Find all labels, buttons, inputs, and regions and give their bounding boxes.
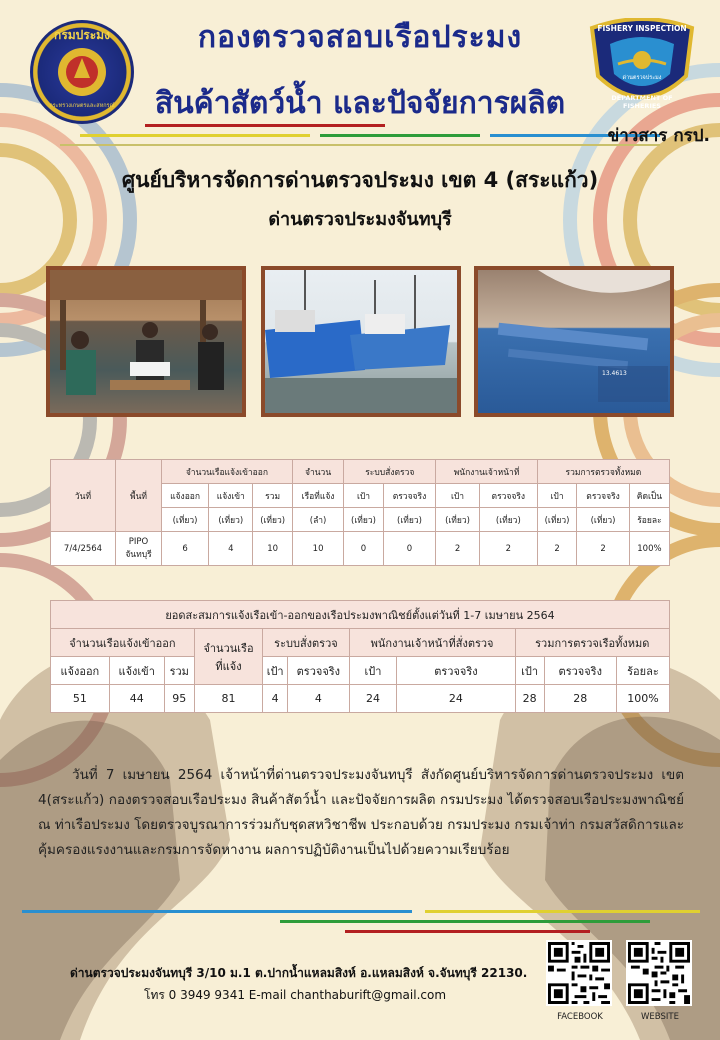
header-percent-of: คิดเป็น <box>629 484 669 508</box>
unit-sys-target: (เที่ยว) <box>344 508 383 532</box>
cumulative-title: ยอดสะสมการแจ้งเรือเข้า-ออกของเรือประมงพาณิชย์ตั้งแต่วันที่ 1-7 เมษายน 2564 <box>51 601 670 629</box>
header-officer: พนักงานเจ้าหน้าที่สั่งตรวจ <box>349 629 515 657</box>
photo-officers-inspecting <box>46 266 246 417</box>
header-title-line2: สินค้าสัตว์น้ำ และปัจจัยการผลิต <box>154 86 566 121</box>
checkpoint-title: ด่านตรวจประมงจันทบุรี <box>268 209 452 230</box>
facebook-label: FACEBOOK <box>557 1012 603 1022</box>
header-title-line1: กองตรวจสอบเรือประมง <box>197 20 523 55</box>
cell-sum: 95 <box>164 685 194 713</box>
header-tot-target: เป้า <box>515 657 544 685</box>
header-date: วันที่ <box>51 460 116 532</box>
cell-out: 6 <box>162 532 209 566</box>
header-tot-target: เป้า <box>537 484 576 508</box>
cell-percent: 100% <box>629 532 669 566</box>
photo-boat-marking <box>474 266 674 417</box>
cell-date: 7/4/2564 <box>51 532 116 566</box>
cell-tot-actual: 28 <box>544 685 616 713</box>
header-sum: รวม <box>164 657 194 685</box>
right-logo-center: ด่านตรวจประมง <box>622 75 662 81</box>
website-label: WEBSITE <box>641 1012 679 1022</box>
unit-percent: ร้อยละ <box>629 508 669 532</box>
footer-contact <box>70 962 550 1006</box>
cell-sys-target: 4 <box>263 685 288 713</box>
header-tot-actual: ตรวจจริง <box>544 657 616 685</box>
left-logo-subtext: กระทรวงเกษตรและสหกรณ์ <box>49 103 115 109</box>
cell-notified: 81 <box>194 685 262 713</box>
website-qr[interactable] <box>626 940 700 1022</box>
header-off-actual: ตรวจจริง <box>397 657 515 685</box>
cell-off-actual: 2 <box>479 532 537 566</box>
unit-sys-actual: (เที่ยว) <box>383 508 436 532</box>
header-total: รวมการตรวจเรือทั้งหมด <box>515 629 669 657</box>
cell-tot-actual: 2 <box>577 532 630 566</box>
cell-in: 44 <box>109 685 164 713</box>
qr-pattern-icon <box>548 942 610 1004</box>
unit-off-actual: (เที่ยว) <box>479 508 537 532</box>
unit-in: (เที่ยว) <box>209 508 253 532</box>
cell-tot-target: 28 <box>515 685 544 713</box>
header-in: แจ้งเข้า <box>209 484 253 508</box>
cell-sys-actual: 4 <box>288 685 350 713</box>
footer-address: ด่านตรวจประมงจันทบุรี 3/10 ม.1 ต.ปากน้ำแหลมสิงห์ อ.แหลมสิงห์ จ.จันทบุรี 22130. <box>70 966 528 980</box>
header-out: แจ้งออก <box>51 657 110 685</box>
header-total: รวมการตรวจทั้งหมด <box>537 460 669 484</box>
officers-scene-icon <box>50 270 242 413</box>
website-qr-code-icon <box>626 940 692 1006</box>
header-notified-line1: จำนวนเรือ <box>203 641 254 655</box>
cell-off-actual: 24 <box>397 685 515 713</box>
header-sys-actual: ตรวจจริง <box>383 484 436 508</box>
header-ships-group: จำนวนเรือแจ้งเข้าออก <box>162 460 293 484</box>
facebook-qr-code-icon <box>546 940 612 1006</box>
department-of-fisheries-logo <box>30 20 134 124</box>
header-off-target: เป้า <box>436 484 480 508</box>
header-officer: พนักงานเจ้าหน้าที่ <box>436 460 538 484</box>
cell-sys-actual: 0 <box>383 532 436 566</box>
cell-area: PIPO จันทบุรี <box>116 532 162 566</box>
cell-off-target: 2 <box>436 532 480 566</box>
header-system: ระบบสั่งตรวจ <box>263 629 349 657</box>
cell-notified: 10 <box>292 532 343 566</box>
cell-in: 4 <box>209 532 253 566</box>
header-off-target: เป้า <box>349 657 397 685</box>
cell-out: 51 <box>51 685 110 713</box>
cell-sys-target: 0 <box>344 532 383 566</box>
news-label: ข่าวสาร กรป. <box>607 126 710 146</box>
report-paragraph: วันที่ 7 เมษายน 2564 เจ้าหน้าที่ด่านตรวจประมงจันทบุรี สังกัดศูนย์บริหารจัดการด่านตรวจประมง เขต 4(สระแก้ว) กองตรวจสอบเรือประมง สินค้าสัตว์น้ำ และปัจจัยการผลิต กรมประมง ได้ตรวจสอบเรือประมงพาณิชย์ ณ ท่าเรือประมง โดยตรวจบูรณาการร่วมกับชุดสหวิชาชีพ ประกอบด้วย กรมประมง กรมเจ้าท่า กรมสวัสดิการและคุ้มครองแรงงานและกรมการจัดหางาน ผลการปฏิบัติงานเป็นไปด้วยความเรียบร้อย <box>38 767 684 858</box>
header-notified-line2: ที่แจ้ง <box>215 659 242 673</box>
cumulative-report-table <box>50 600 670 713</box>
header-sum: รวม <box>253 484 292 508</box>
header-out: แจ้งออก <box>162 484 209 508</box>
unit-tot-actual: (เที่ยว) <box>577 508 630 532</box>
boats-scene-icon <box>265 270 457 413</box>
table-row <box>51 685 670 713</box>
unit-notified: (ลำ) <box>292 508 343 532</box>
header-notified <box>194 629 262 685</box>
header-system: ระบบสั่งตรวจ <box>344 460 436 484</box>
unit-sum: (เที่ยว) <box>253 508 292 532</box>
photo-fishing-boats <box>261 266 461 417</box>
unit-tot-target: (เที่ยว) <box>537 508 576 532</box>
unit-out: (เที่ยว) <box>162 508 209 532</box>
daily-report-table <box>50 459 670 566</box>
cell-off-target: 24 <box>349 685 397 713</box>
header-sys-actual: ตรวจจริง <box>288 657 350 685</box>
header-percent: ร้อยละ <box>616 657 669 685</box>
header-sys-target: เป้า <box>344 484 383 508</box>
header-ships-count: จำนวน <box>292 460 343 484</box>
header-in: แจ้งเข้า <box>109 657 164 685</box>
marking-closeup-icon <box>478 270 670 413</box>
table-row <box>51 532 670 566</box>
qr-pattern-icon <box>628 942 690 1004</box>
cell-sum: 10 <box>253 532 292 566</box>
header-area: พื้นที่ <box>116 460 162 532</box>
cell-percent: 100% <box>616 685 669 713</box>
left-logo-text: กรมประมง <box>54 28 110 42</box>
center-title: ศูนย์บริหารจัดการด่านตรวจประมง เขต 4 (สระแก้ว) <box>121 168 599 192</box>
photo-stamp: 13.4613 <box>602 370 627 377</box>
header-off-actual: ตรวจจริง <box>479 484 537 508</box>
right-logo-text-top: FISHERY INSPECTION <box>597 24 687 33</box>
cell-tot-target: 2 <box>537 532 576 566</box>
header-notified: เรือที่แจ้ง <box>292 484 343 508</box>
header-ships-group: จำนวนเรือแจ้งเข้าออก <box>51 629 195 657</box>
facebook-qr[interactable] <box>546 940 620 1022</box>
header-sys-target: เป้า <box>263 657 288 685</box>
unit-off-target: (เที่ยว) <box>436 508 480 532</box>
header-tot-actual: ตรวจจริง <box>577 484 630 508</box>
fishery-inspection-logo <box>586 18 698 118</box>
footer-phone-email: โทร 0 3949 9341 E-mail chanthaburift@gmail.com <box>144 988 447 1002</box>
right-logo-text-bottom: DEPARTMENT OF FISHERIES <box>611 94 673 110</box>
